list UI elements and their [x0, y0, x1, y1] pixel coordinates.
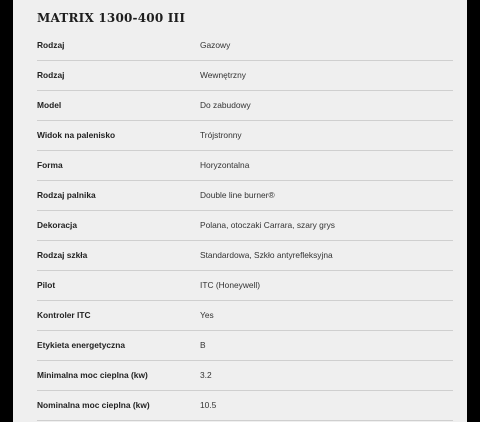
spec-value: ITC (Honeywell) [200, 280, 261, 290]
spec-row-energy-label [37, 331, 453, 361]
spec-value: Wewnętrzny [200, 70, 246, 80]
spec-row-remote [37, 271, 453, 301]
spec-row-form [37, 151, 453, 181]
spec-row-type-location [37, 61, 453, 91]
spec-label: Pilot [37, 280, 56, 290]
spec-value: Polana, otoczaki Carrara, szary grys [200, 220, 335, 230]
product-title: MATRIX 1300-400 III [37, 11, 186, 25]
spec-row-model [37, 91, 453, 121]
spec-value: Horyzontalna [200, 160, 250, 170]
spec-value: Standardowa, Szkło antyrefleksyjna [200, 250, 333, 260]
spec-label: Minimalna moc cieplna (kw) [37, 370, 148, 380]
spec-row-burner [37, 181, 453, 211]
spec-row-view [37, 121, 453, 151]
spec-value: Double line burner® [200, 190, 275, 200]
spec-label: Nominalna moc cieplna (kw) [37, 400, 150, 410]
spec-label: Forma [37, 160, 63, 170]
spec-row-min-power [37, 361, 453, 391]
spec-row-type [37, 31, 453, 61]
spec-row-itc-controller [37, 301, 453, 331]
spec-value: 3.2 [200, 370, 212, 380]
spec-label: Widok na palenisko [37, 130, 116, 140]
spec-value: B [200, 340, 206, 350]
spec-row-nominal-power [37, 391, 453, 421]
spec-value: Gazowy [200, 40, 231, 50]
spec-label: Rodzaj [37, 40, 65, 50]
spec-label: Kontroler ITC [37, 310, 91, 320]
spec-label: Dekoracja [37, 220, 78, 230]
spec-value: Yes [200, 310, 214, 320]
spec-row-decoration [37, 211, 453, 241]
spec-label: Rodzaj [37, 70, 65, 80]
spec-table [37, 31, 453, 421]
spec-value: Trójstronny [200, 130, 242, 140]
spec-label: Etykieta energetyczna [37, 340, 125, 350]
spec-label: Rodzaj szkła [37, 250, 88, 260]
spec-label: Model [37, 100, 62, 110]
product-spec-card [13, 0, 467, 422]
spec-row-glass [37, 241, 453, 271]
spec-value: Do zabudowy [200, 100, 251, 110]
spec-value: 10.5 [200, 400, 217, 410]
spec-label: Rodzaj palnika [37, 190, 96, 200]
